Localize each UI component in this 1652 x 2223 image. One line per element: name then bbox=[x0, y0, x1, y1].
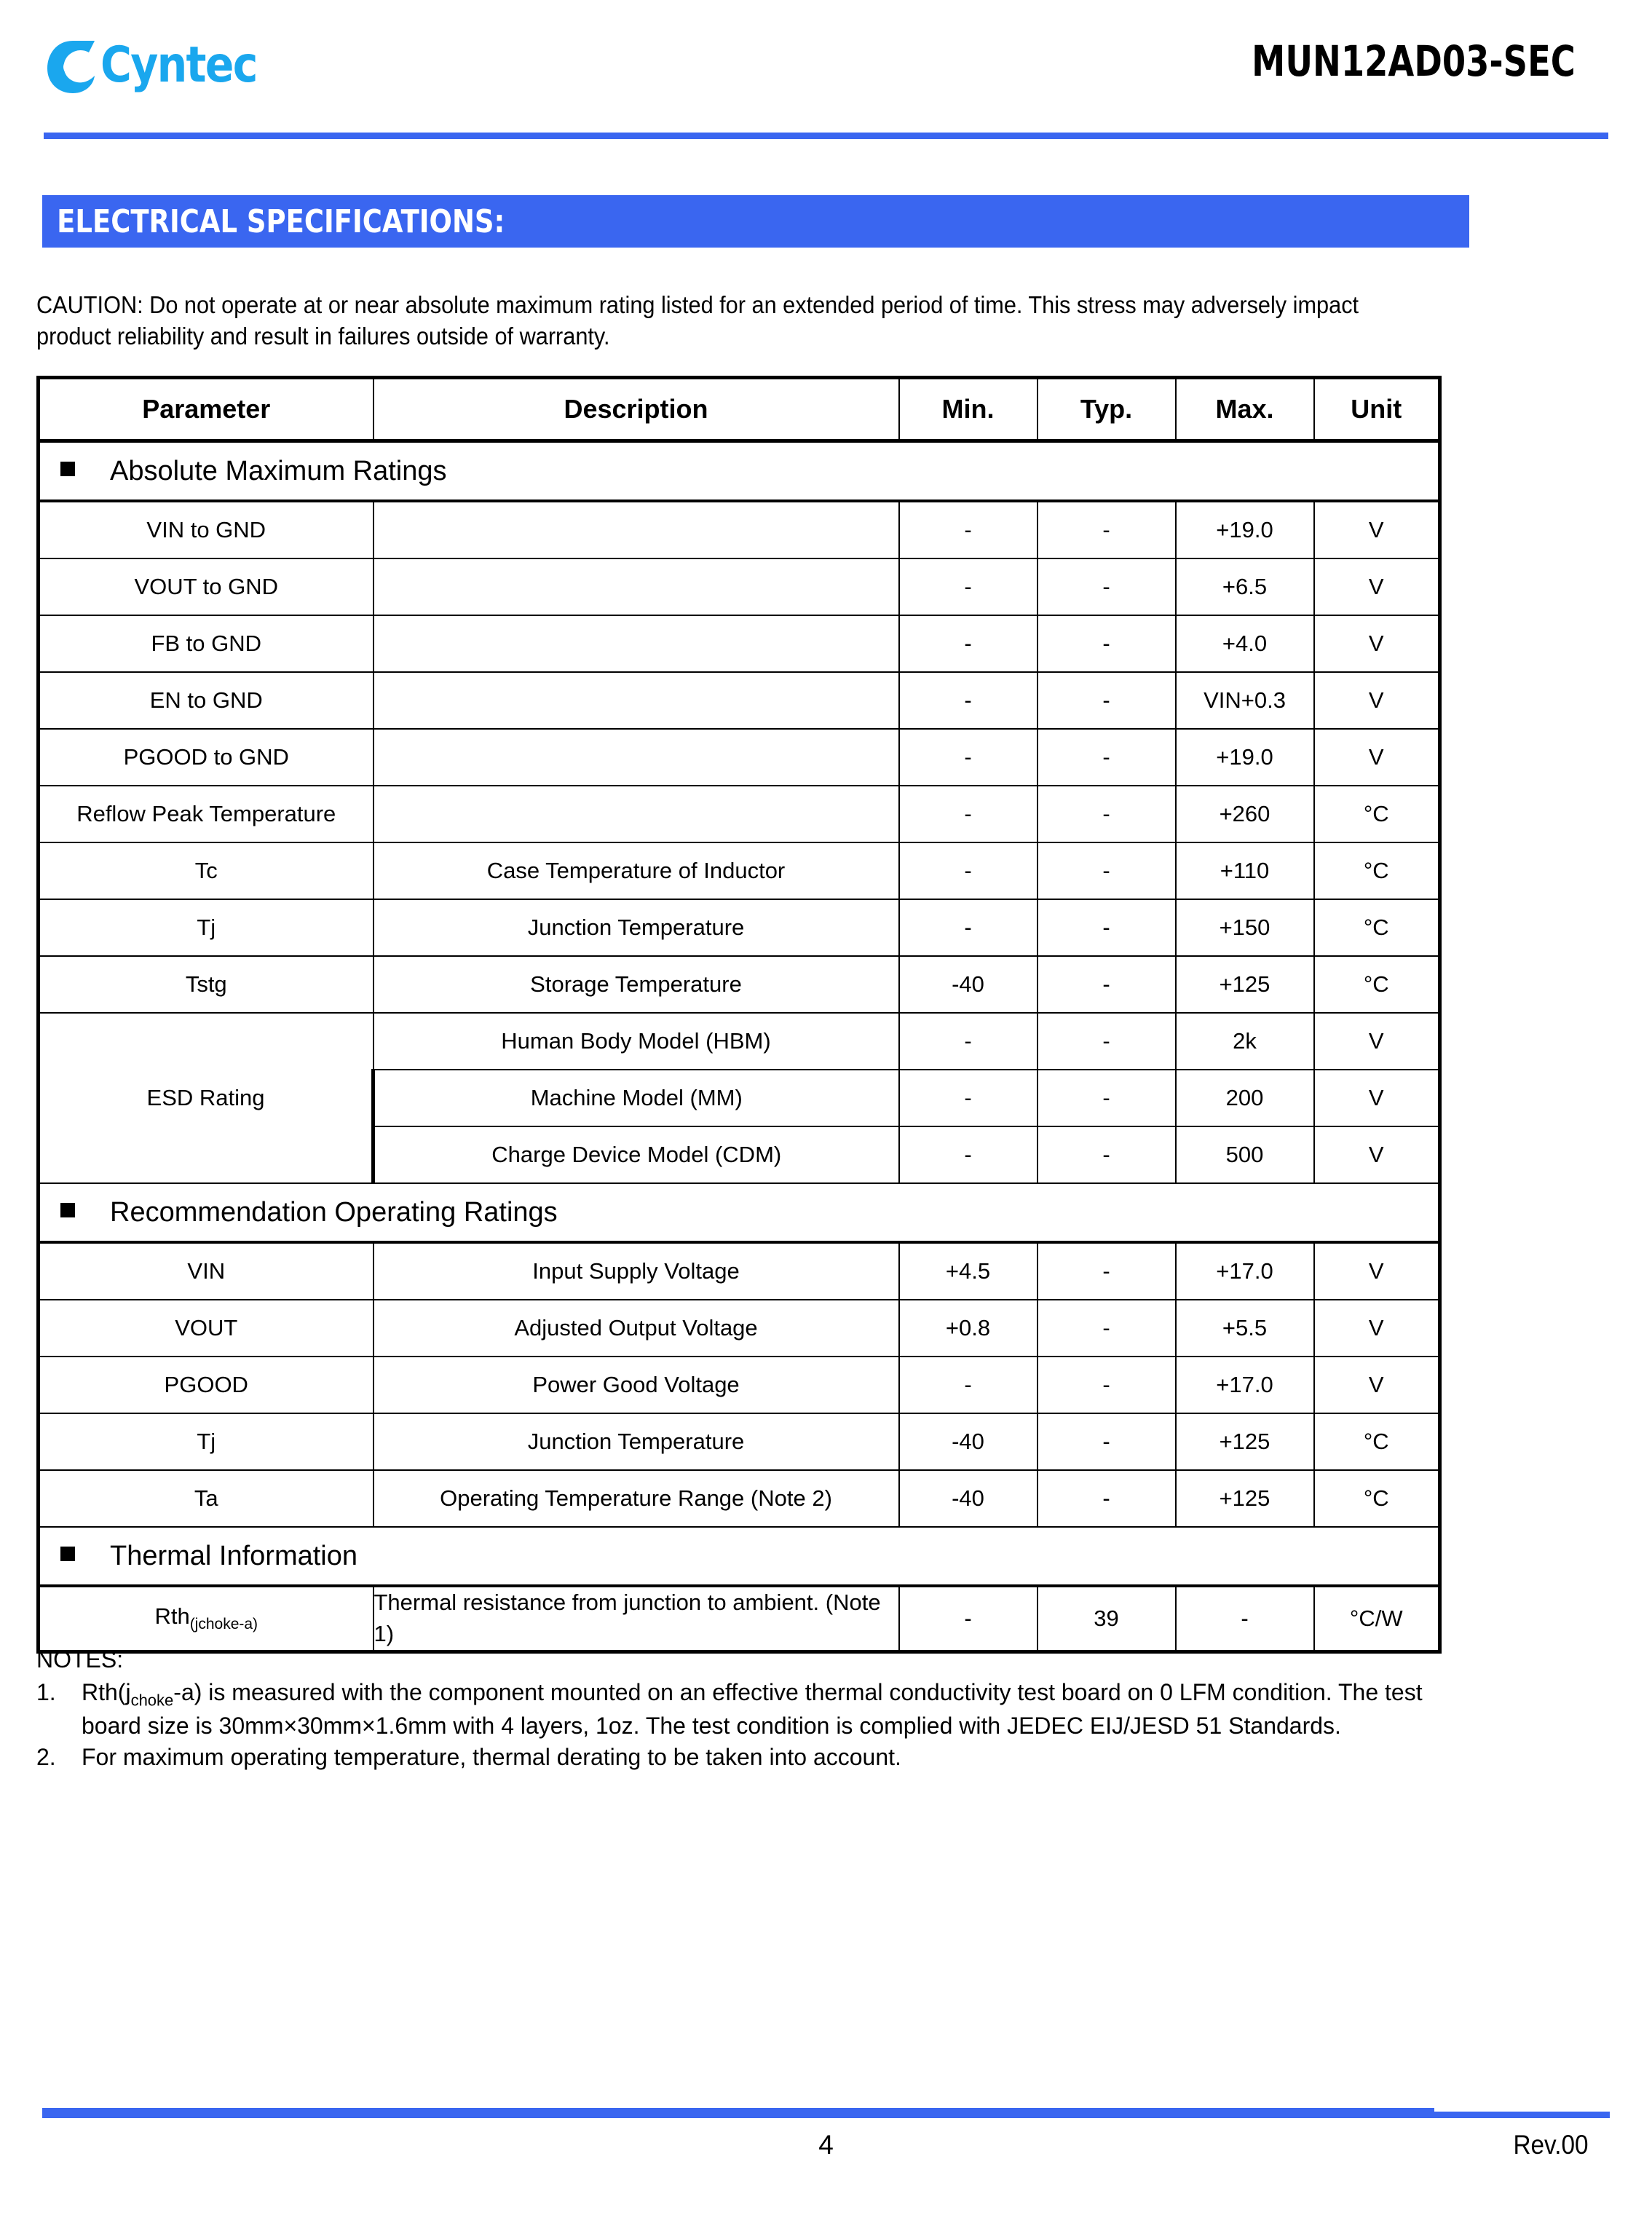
cell-parameter: Reflow Peak Temperature bbox=[39, 786, 374, 842]
cell-description: Junction Temperature bbox=[374, 1413, 899, 1470]
table-row bbox=[39, 615, 1440, 672]
cell-parameter: Tstg bbox=[39, 956, 374, 1013]
company-logo bbox=[44, 35, 282, 96]
note-text bbox=[82, 1677, 1485, 1742]
cell-min: - bbox=[899, 1070, 1038, 1126]
cell-unit: V bbox=[1314, 501, 1440, 558]
cell-parameter: Tc bbox=[39, 842, 374, 899]
cell-max: 500 bbox=[1176, 1126, 1314, 1183]
cell-min: - bbox=[899, 1013, 1038, 1070]
cell-max: +4.0 bbox=[1176, 615, 1314, 672]
group-label-absolute-maximum-ratings: Absolute Maximum Ratings bbox=[110, 455, 447, 486]
cell-typ: - bbox=[1038, 956, 1176, 1013]
cell-unit: V bbox=[1314, 615, 1440, 672]
cell-description: Input Supply Voltage bbox=[374, 1242, 899, 1300]
cell-parameter: FB to GND bbox=[39, 615, 374, 672]
table-row bbox=[39, 1300, 1440, 1357]
cell-parameter: Tj bbox=[39, 1413, 374, 1470]
cell-typ: 39 bbox=[1038, 1586, 1176, 1651]
cell-min: - bbox=[899, 786, 1038, 842]
table-row bbox=[39, 501, 1440, 558]
column-header-description: Description bbox=[374, 378, 899, 441]
rth-base: Rth bbox=[154, 1603, 190, 1630]
table-row bbox=[39, 842, 1440, 899]
cell-description: Charge Device Model (CDM) bbox=[374, 1126, 899, 1183]
cell-unit: V bbox=[1314, 1070, 1440, 1126]
cell-typ: - bbox=[1038, 1470, 1176, 1527]
cell-parameter-rth bbox=[39, 1586, 374, 1651]
cell-description bbox=[374, 501, 899, 558]
table-row bbox=[39, 899, 1440, 956]
cell-description: Storage Temperature bbox=[374, 956, 899, 1013]
cell-min: - bbox=[899, 558, 1038, 615]
page-title: MUN12AD03-SEC bbox=[1252, 36, 1576, 86]
column-header-unit: Unit bbox=[1314, 378, 1440, 441]
cell-description: Thermal resistance from junction to ambient. (Note 1) bbox=[374, 1586, 899, 1651]
cell-typ: - bbox=[1038, 1013, 1176, 1070]
cell-description: Junction Temperature bbox=[374, 899, 899, 956]
cell-description: Case Temperature of Inductor bbox=[374, 842, 899, 899]
group-label-thermal-information: Thermal Information bbox=[110, 1540, 358, 1571]
cell-typ: - bbox=[1038, 1357, 1176, 1413]
note-text-part-1: Rth(j bbox=[82, 1678, 131, 1705]
table-row bbox=[39, 1586, 1440, 1651]
cell-typ: - bbox=[1038, 1413, 1176, 1470]
rth-subscript: (jchoke-a) bbox=[189, 1616, 258, 1633]
cell-parameter: EN to GND bbox=[39, 672, 374, 729]
cell-min: - bbox=[899, 1586, 1038, 1651]
cell-typ: - bbox=[1038, 1242, 1176, 1300]
note-item bbox=[36, 1677, 1485, 1742]
cell-description bbox=[374, 786, 899, 842]
revision-label: Rev.00 bbox=[1512, 2130, 1588, 2160]
cell-typ: - bbox=[1038, 1126, 1176, 1183]
cell-max: +6.5 bbox=[1176, 558, 1314, 615]
group-label-recommendation-operating-ratings: Recommendation Operating Ratings bbox=[110, 1196, 558, 1228]
cell-max: +17.0 bbox=[1176, 1357, 1314, 1413]
table-row bbox=[39, 672, 1440, 729]
cell-unit: °C bbox=[1314, 899, 1440, 956]
cell-parameter: VOUT to GND bbox=[39, 558, 374, 615]
footer-divider bbox=[42, 2108, 1610, 2118]
cell-min: -40 bbox=[899, 1413, 1038, 1470]
table-row bbox=[39, 1013, 1440, 1070]
column-header-min: Min. bbox=[899, 378, 1038, 441]
cell-typ: - bbox=[1038, 672, 1176, 729]
cell-max: +5.5 bbox=[1176, 1300, 1314, 1357]
cell-parameter: PGOOD to GND bbox=[39, 729, 374, 786]
header-divider-gap bbox=[881, 128, 1608, 133]
cell-max: +150 bbox=[1176, 899, 1314, 956]
cyntec-swirl-logo-icon bbox=[44, 35, 105, 96]
page-footer bbox=[36, 2130, 1616, 2181]
cell-min: +4.5 bbox=[899, 1242, 1038, 1300]
cell-typ: - bbox=[1038, 501, 1176, 558]
cell-parameter: VOUT bbox=[39, 1300, 374, 1357]
cell-parameter: PGOOD bbox=[39, 1357, 374, 1413]
cell-min: - bbox=[899, 1357, 1038, 1413]
cell-typ: - bbox=[1038, 842, 1176, 899]
note-subscript: choke bbox=[130, 1690, 174, 1709]
cell-description: Machine Model (MM) bbox=[374, 1070, 899, 1126]
caution-text: CAUTION: Do not operate at or near absolute maximum rating listed for an extended period of time. This stress may adversely impact product reliability and result in failures outside of warranty. bbox=[36, 291, 1359, 350]
cell-max: +125 bbox=[1176, 1470, 1314, 1527]
cell-max: - bbox=[1176, 1586, 1314, 1651]
cell-typ: - bbox=[1038, 899, 1176, 956]
cell-typ: - bbox=[1038, 729, 1176, 786]
column-header-max: Max. bbox=[1176, 378, 1314, 441]
cell-max: 200 bbox=[1176, 1070, 1314, 1126]
cell-description: Human Body Model (HBM) bbox=[374, 1013, 899, 1070]
cell-max: +125 bbox=[1176, 1413, 1314, 1470]
cell-min: - bbox=[899, 501, 1038, 558]
cell-unit: °C bbox=[1314, 1413, 1440, 1470]
cell-min: -40 bbox=[899, 956, 1038, 1013]
cell-description bbox=[374, 729, 899, 786]
group-heading-row bbox=[39, 441, 1440, 502]
table-row bbox=[39, 956, 1440, 1013]
cell-parameter: Ta bbox=[39, 1470, 374, 1527]
cell-min: - bbox=[899, 672, 1038, 729]
cell-unit: V bbox=[1314, 558, 1440, 615]
cell-min: - bbox=[899, 1126, 1038, 1183]
cell-min: +0.8 bbox=[899, 1300, 1038, 1357]
cell-description: Operating Temperature Range (Note 2) bbox=[374, 1470, 899, 1527]
note-text: For maximum operating temperature, thermal derating to be taken into account. bbox=[82, 1743, 901, 1770]
cell-description bbox=[374, 672, 899, 729]
section-banner bbox=[42, 195, 1469, 248]
notes-section bbox=[36, 1644, 1485, 1772]
cell-min: - bbox=[899, 615, 1038, 672]
cell-min: - bbox=[899, 842, 1038, 899]
cell-typ: - bbox=[1038, 1070, 1176, 1126]
cell-unit: V bbox=[1314, 1300, 1440, 1357]
cell-max: +260 bbox=[1176, 786, 1314, 842]
table-row bbox=[39, 1357, 1440, 1413]
group-heading-row bbox=[39, 1183, 1440, 1242]
cell-typ: - bbox=[1038, 786, 1176, 842]
cell-max: +110 bbox=[1176, 842, 1314, 899]
cell-unit: V bbox=[1314, 729, 1440, 786]
section-banner-label: ELECTRICAL SPECIFICATIONS: bbox=[57, 202, 505, 240]
cell-typ: - bbox=[1038, 1300, 1176, 1357]
table-row bbox=[39, 786, 1440, 842]
notes-title: NOTES: bbox=[36, 1646, 124, 1673]
note-number: 1. bbox=[36, 1678, 56, 1705]
cell-max: VIN+0.3 bbox=[1176, 672, 1314, 729]
cell-min: - bbox=[899, 729, 1038, 786]
table-row bbox=[39, 1242, 1440, 1300]
cell-unit: V bbox=[1314, 1357, 1440, 1413]
cell-description: Adjusted Output Voltage bbox=[374, 1300, 899, 1357]
electrical-specifications-table bbox=[36, 376, 1442, 1654]
square-bullet-icon bbox=[60, 462, 75, 476]
header-divider bbox=[44, 133, 1608, 139]
cell-max: 2k bbox=[1176, 1013, 1314, 1070]
square-bullet-icon bbox=[60, 1547, 75, 1561]
table-row bbox=[39, 1413, 1440, 1470]
cell-parameter: Tj bbox=[39, 899, 374, 956]
footer-divider-gap bbox=[1434, 2108, 1610, 2112]
cell-unit: °C bbox=[1314, 1470, 1440, 1527]
cell-unit: °C bbox=[1314, 786, 1440, 842]
cell-typ: - bbox=[1038, 615, 1176, 672]
column-header-typ: Typ. bbox=[1038, 378, 1176, 441]
cell-unit: °C bbox=[1314, 842, 1440, 899]
cell-min: - bbox=[899, 899, 1038, 956]
column-header-parameter: Parameter bbox=[39, 378, 374, 441]
cell-min: -40 bbox=[899, 1470, 1038, 1527]
logo-wordmark: Cyntec bbox=[100, 36, 257, 94]
cell-max: +17.0 bbox=[1176, 1242, 1314, 1300]
cell-unit: °C/W bbox=[1314, 1586, 1440, 1651]
cell-description bbox=[374, 615, 899, 672]
cell-unit: V bbox=[1314, 672, 1440, 729]
cell-max: +125 bbox=[1176, 956, 1314, 1013]
page-number: 4 bbox=[818, 2130, 834, 2160]
cell-description bbox=[374, 558, 899, 615]
table-row bbox=[39, 1470, 1440, 1527]
cell-unit: V bbox=[1314, 1126, 1440, 1183]
cell-parameter-esd-rating: ESD Rating bbox=[39, 1013, 374, 1183]
cell-description: Power Good Voltage bbox=[374, 1357, 899, 1413]
square-bullet-icon bbox=[60, 1203, 75, 1217]
table-row bbox=[39, 729, 1440, 786]
cell-unit: V bbox=[1314, 1013, 1440, 1070]
note-text-part-2: -a) is measured with the component mounted on an effective thermal conductivity test board on 0 LFM condition. The test board size is 30mm×30mm×1.6mm with 4 layers, 1oz. The test condition is complied with JEDEC EIJ/JESD 51 Standards. bbox=[82, 1678, 1423, 1740]
table-row bbox=[39, 558, 1440, 615]
page-header bbox=[36, 0, 1616, 146]
table-header-row bbox=[39, 378, 1440, 441]
cell-parameter: VIN to GND bbox=[39, 501, 374, 558]
note-number: 2. bbox=[36, 1743, 56, 1770]
note-item bbox=[36, 1742, 1485, 1773]
cell-typ: - bbox=[1038, 558, 1176, 615]
cell-unit: V bbox=[1314, 1242, 1440, 1300]
cell-unit: °C bbox=[1314, 956, 1440, 1013]
cell-max: +19.0 bbox=[1176, 501, 1314, 558]
cell-parameter: VIN bbox=[39, 1242, 374, 1300]
cell-max: +19.0 bbox=[1176, 729, 1314, 786]
group-heading-row bbox=[39, 1527, 1440, 1586]
